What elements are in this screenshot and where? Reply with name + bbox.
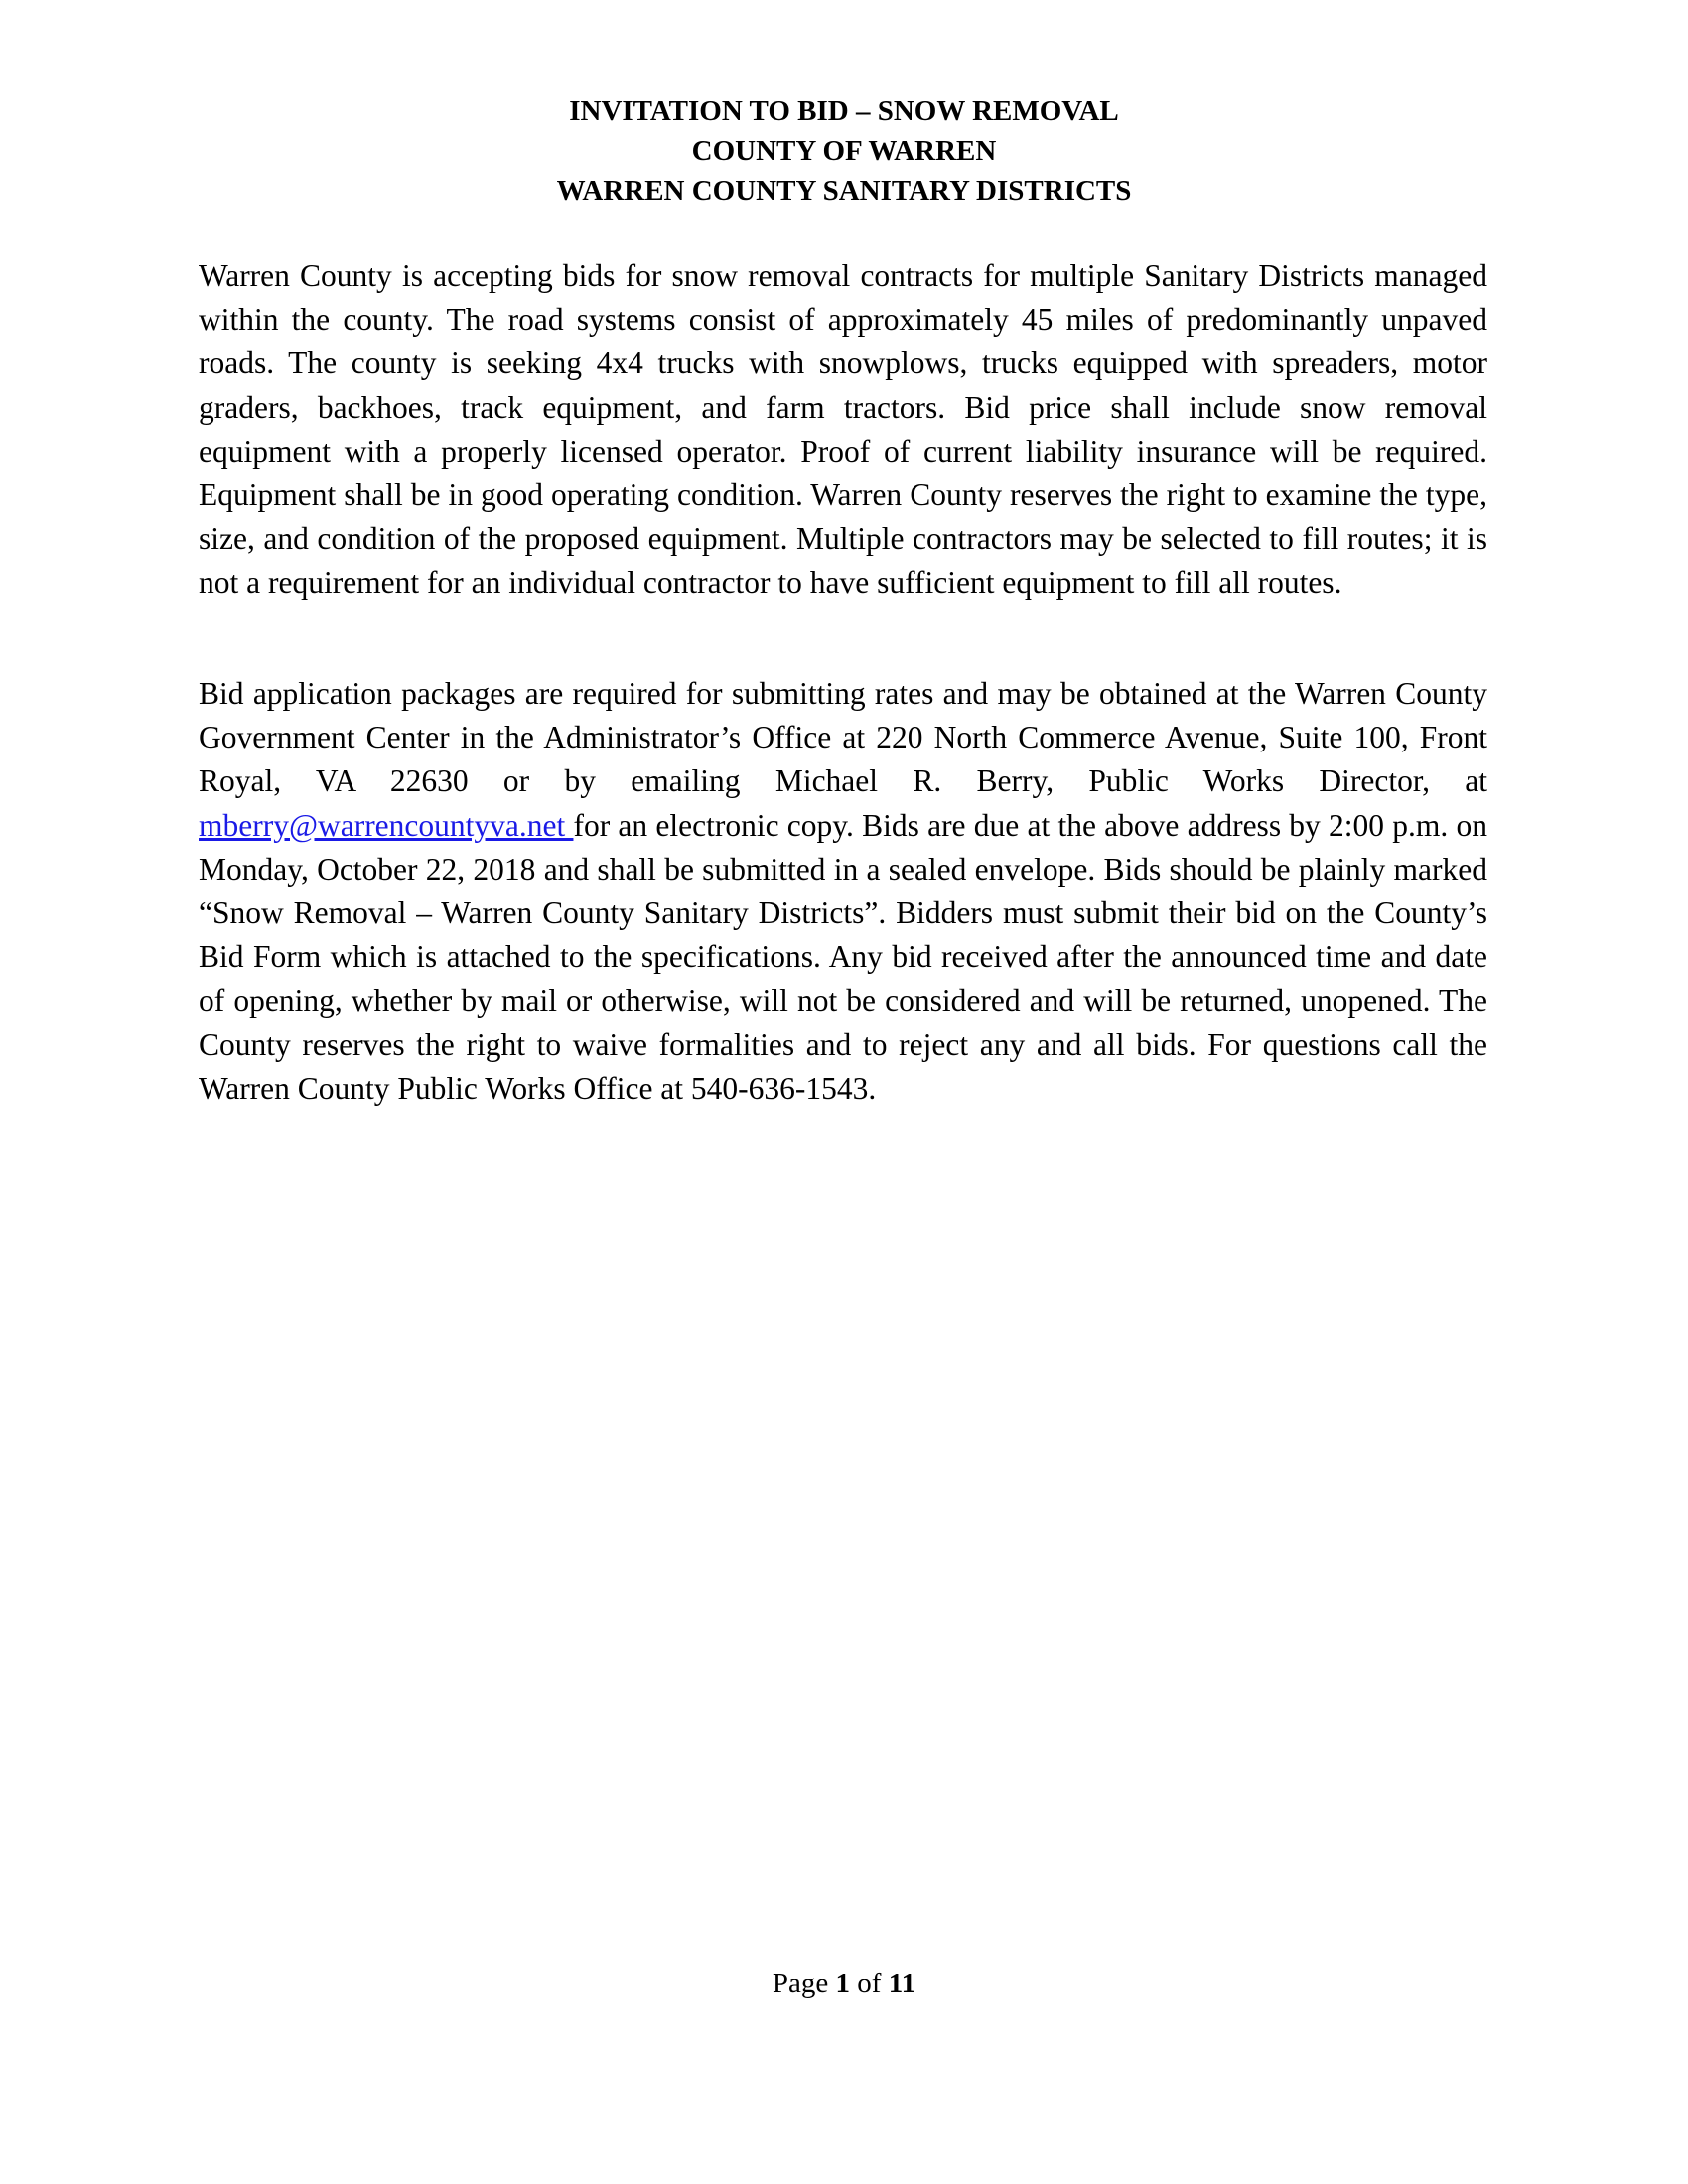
paragraph-2-text — [199, 672, 1487, 1111]
paragraph-1 — [199, 254, 1487, 606]
page-footer — [0, 1964, 1688, 2003]
footer-total-pages: 11 — [888, 1968, 916, 1999]
paragraph-2 — [199, 672, 1487, 1111]
footer-page-word: Page — [772, 1968, 829, 1999]
email-link[interactable]: mberry@warrencountyva.net — [199, 807, 574, 843]
paragraph-2-text-before-link: Bid application packages are required for submitting rates and may be obtained at the Warren County Government Center in the Administrator’s Office at 220 North Commerce Avenue, Suite 100, Front Royal, VA 22630 or by emailing Michael R. Berry, Public Works Director, at — [199, 676, 1487, 799]
heading-line-2: COUNTY OF WARREN — [691, 135, 997, 167]
document-heading — [0, 91, 1688, 210]
heading-line-3: WARREN COUNTY SANITARY DISTRICTS — [556, 175, 1132, 206]
footer-of-word: of — [857, 1968, 882, 1999]
footer-current-page: 1 — [835, 1968, 851, 1999]
paragraph-1-text: Warren County is accepting bids for snow removal contracts for multiple Sanitary Districts managed within the county. The road systems consist of approximately 45 miles of predominantly unpaved roads. The county is seeking 4x4 trucks with snowplows, trucks equipped with spreaders, motor graders, backhoes, track equipment, and farm tractors. Bid price shall include snow removal equipment with a properly licensed operator. Proof of current liability insurance will be required. Equipment shall be in good operating condition. Warren County reserves the right to examine the type, size, and condition of the proposed equipment. Multiple contractors may be selected to fill routes; it is not a requirement for an individual contractor to have sufficient equipment to fill all routes. — [199, 258, 1487, 601]
heading-line-1: INVITATION TO BID – SNOW REMOVAL — [569, 95, 1119, 127]
paragraph-2-text-after-link: for an electronic copy. Bids are due at the above address by 2:00 p.m. on Monday, October 22, 2018 and shall be submitted in a sealed envelope. Bids should be plainly marked “Snow Removal – Warren County Sanitary Districts”. Bidders must submit their bid on the County’s Bid Form which is attached to the specifications. Any bid received after the announced time and date of opening, whether by mail or otherwise, will not be considered and will be returned, unopened. The County reserves the right to waive formalities and to reject any and all bids. For questions call the Warren County Public Works Office at 540-636-1543. — [199, 807, 1488, 1106]
